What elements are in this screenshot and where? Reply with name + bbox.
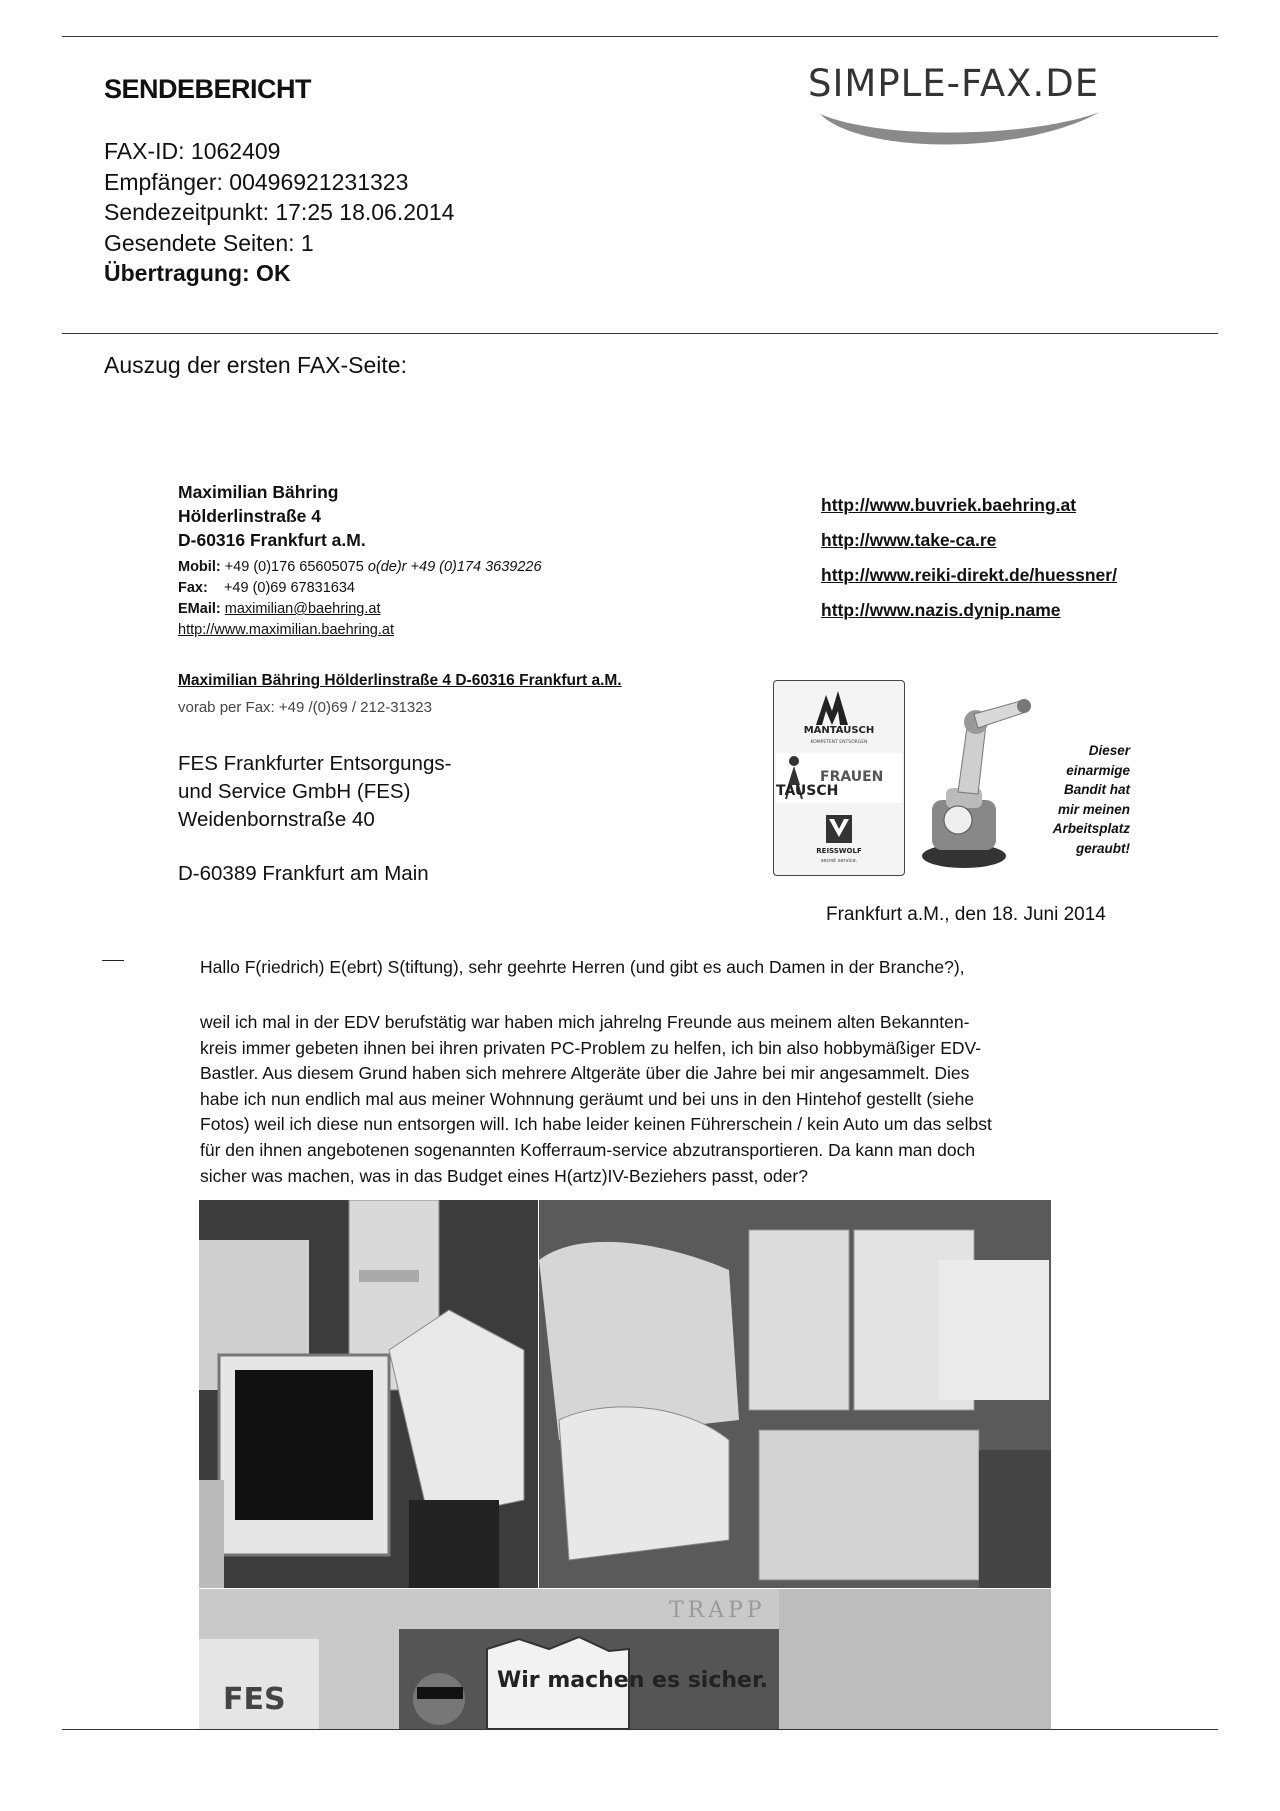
sender-web-link[interactable]: http://www.maximilian.baehring.at [178, 622, 394, 638]
body-line: weil ich mal in der EDV berufstätig war haben mich jahrelng Freunde aus meinem alten Bekannten- [200, 1012, 970, 1032]
middle-rule [62, 333, 1218, 334]
link-item[interactable]: http://www.reiki-direkt.de/huessner/ [821, 565, 1117, 585]
report-details [104, 136, 454, 289]
mantausch-logo [804, 691, 875, 745]
body-line: Bastler. Aus diesem Grund haben sich mehrere Altgeräte über die Jahre bei mir angesammelt. Dies [200, 1063, 970, 1084]
recipient-line: und Service GmbH (FES) [178, 780, 411, 803]
sender-street: Hölderlinstraße 4 [178, 506, 321, 526]
body-line: kreis immer gebeten ihnen bei ihren privaten PC-Problem zu helfen, ich bin also hobbymäßiger EDV- [200, 1037, 982, 1058]
sender-city: D-60316 Frankfurt a.M. [178, 530, 366, 550]
recipient-line: FES Frankfurter Entsorgungs- [178, 752, 452, 775]
caption-line: einarmige [1066, 762, 1130, 778]
mobil-alt: o(de)r +49 (0)174 3639226 [367, 559, 542, 575]
svg-text:Wir machen es sicher.: Wir machen es sicher. [497, 1668, 769, 1693]
link-list [821, 488, 1117, 628]
sender-address [178, 480, 366, 552]
svg-text:TAUSCH: TAUSCH [776, 783, 839, 799]
svg-text:KOMPETENT ENTSORGEN: KOMPETENT ENTSORGEN [810, 740, 868, 745]
excerpt-label: Auszug der ersten FAX-Seite: [104, 352, 407, 378]
caption-line: Dieser [1088, 743, 1130, 758]
caption-line: mir meinen [1057, 801, 1130, 817]
link-item[interactable]: http://www.buvriek.baehring.at [821, 495, 1077, 515]
body-line: Fotos) weil ich diese nun entsorgen will. Ich habe leider keinen Führerschein / kein Auto um das selbst [200, 1114, 992, 1135]
link-item[interactable]: http://www.take-ca.re [821, 530, 997, 550]
fax-label: Fax: [178, 580, 208, 596]
svg-text:FRAUEN: FRAUEN [820, 769, 884, 785]
frauentausch-logo [776, 753, 902, 803]
sent-pages: Gesendete Seiten: 1 [104, 229, 314, 256]
company-logos-sticker [773, 680, 905, 876]
fax-value: +49 (0)69 67831634 [207, 580, 355, 596]
svg-text:SIMPLE-FAX.DE: SIMPLE-FAX.DE [808, 62, 1100, 105]
mobil-label: Mobil: [178, 559, 221, 575]
email-label: EMail: [178, 601, 221, 617]
greeting: Hallo F(riedrich) E(ebrt) S(tiftung), sehr geehrte Herren (und gibt es auch Damen in der Branche?), [200, 957, 965, 977]
fold-mark [102, 960, 124, 961]
letter-body [200, 1010, 1140, 1189]
recipient-city: D-60389 Frankfurt am Main [178, 862, 429, 885]
photo-wrapped-devices [539, 1200, 1051, 1588]
recipient-address [178, 750, 451, 834]
svg-text:FES: FES [223, 1682, 286, 1717]
svg-text:REISSWOLF: REISSWOLF [816, 847, 862, 855]
transmission-status: Übertragung: OK [104, 260, 291, 286]
svg-text:TRAPP: TRAPP [669, 1598, 766, 1623]
bottom-rule [62, 1729, 1218, 1730]
email-link[interactable]: maximilian@baehring.at [224, 601, 381, 617]
photo-fes-truck [199, 1589, 1051, 1729]
photo-old-computers [199, 1200, 538, 1588]
recipient-line: Weidenbornstraße 40 [178, 808, 375, 831]
date-line: Frankfurt a.M., den 18. Juni 2014 [826, 904, 1106, 925]
svg-text:MANTAUSCH: MANTAUSCH [803, 725, 875, 736]
fax-id: FAX-ID: 1062409 [104, 138, 281, 164]
simple-fax-logo [800, 56, 1200, 146]
mobil-value: +49 (0)176 65605075 [220, 559, 368, 575]
caption-line: Bandit hat [1064, 782, 1130, 797]
svg-text:secret service.: secret service. [820, 858, 858, 864]
recipient-number: Empfänger: 00496921231323 [104, 168, 409, 195]
robot-caption [1028, 741, 1130, 858]
prefax-note: vorab per Fax: +49 /(0)69 / 212-31323 [178, 699, 432, 716]
sender-contact [178, 557, 542, 641]
send-time: Sendezeitpunkt: 17:25 18.06.2014 [104, 199, 455, 225]
reisswolf-logo [816, 815, 862, 864]
link-item[interactable]: http://www.nazis.dynip.name [821, 600, 1061, 620]
report-title: SENDEBERICHT [104, 74, 312, 104]
top-rule [62, 36, 1218, 37]
return-address: Maximilian Bähring Hölderlinstraße 4 D-60316 Frankfurt a.M. [178, 672, 622, 689]
body-line: sicher was machen, was in das Budget eines H(artz)IV-Beziehers passt, oder? [200, 1165, 808, 1186]
caption-line: geraubt! [1076, 840, 1130, 856]
body-line: für den ihnen angebotenen sogenannten Kofferraum-service abzutransportieren. Da kann man doch [200, 1139, 976, 1160]
caption-line: Arbeitsplatz [1052, 821, 1130, 836]
sender-name: Maximilian Bähring [178, 482, 339, 502]
body-line: habe ich nun endlich mal aus meiner Wohnnung geräumt und bei uns in den Hintehof gestellt (siehe [200, 1088, 975, 1109]
